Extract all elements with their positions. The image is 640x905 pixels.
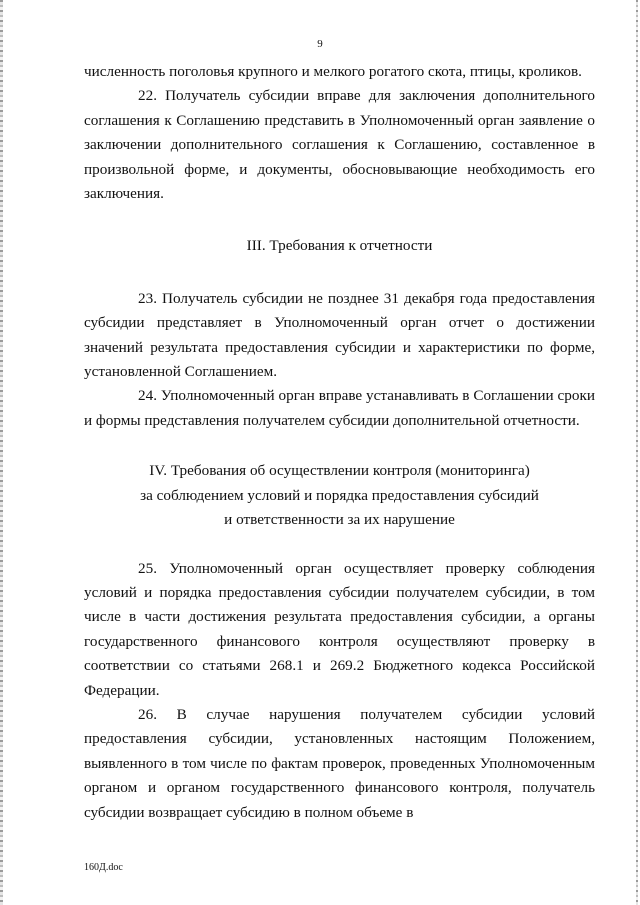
paragraph-26: 26. В случае нарушения получателем субсидии условий предоставления субсидии, установленных настоящим Положением, выявленного в том числе по фактам проверок, проведенных Уполномоченным органом и органом государственного финансового контроля, получатель субсидии возвращает субсидию в полном объеме в — [84, 705, 595, 821]
document-body — [84, 60, 595, 825]
paragraph-24: 24. Уполномоченный орган вправе устанавливать в Соглашении сроки и формы представления получателем субсидии дополнительной отчетности. — [84, 387, 595, 429]
section-4-heading-line: и ответственности за их нарушение — [224, 511, 455, 529]
footer-file-name: 160Д.doc — [84, 862, 123, 873]
paragraph-25: 25. Уполномоченный орган осуществляет проверку соблюдения условий и порядка предоставления субсидии получателем субсидии, в том числе в части достижения результата предоставления субсидии, а органы государственного финансового контроля осуществляют проверку в соответствии со статьями 268.1 и 269.2 Бюджетного кодекса Российской Федерации. — [84, 559, 595, 699]
scan-edge-left — [0, 0, 3, 905]
section-4-heading-line: за соблюдением условий и порядка предоставления субсидий — [140, 486, 539, 504]
paragraph-22: 22. Получатель субсидии вправе для заключения дополнительного соглашения к Соглашению представить в Уполномоченный орган заявление о заключении дополнительного соглашения к Соглашению, составленное в произвольной форме, и документы, обосновывающие необходимость его заключения. — [84, 87, 595, 203]
paragraph-23: 23. Получатель субсидии не позднее 31 декабря года предоставления субсидии представляет в Уполномоченный орган отчет о достижении значений результата предоставления субсидии и характеристики по форме, установленной Соглашением. — [84, 289, 595, 381]
paragraph-continuation: численность поголовья крупного и мелкого рогатого скота, птицы, кроликов. — [84, 63, 582, 80]
page-number: 9 — [317, 38, 323, 50]
section-4-heading — [84, 459, 595, 532]
scan-edge-right — [636, 0, 638, 905]
section-4-heading-line: IV. Требования об осуществлении контроля (мониторинга) — [149, 462, 530, 480]
section-3-heading: III. Требования к отчетности — [246, 237, 433, 255]
